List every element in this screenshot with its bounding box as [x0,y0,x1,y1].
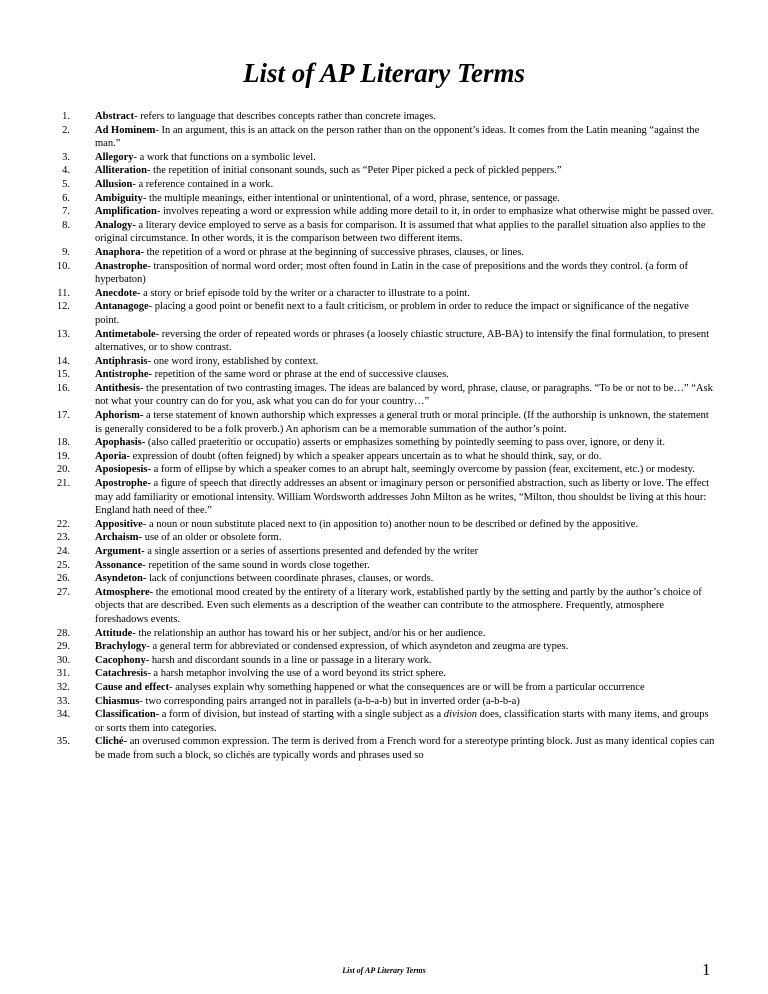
list-item [55,300,715,327]
term-name: Ad Hominem [95,124,156,136]
term-definition: a literary device employed to serve as a basis for comparison. It is assumed that what applies to the parallel situation also applies to the original circumstance. In other words, it is the comparison between two different items. [95,219,706,245]
list-item [55,178,715,192]
term-definition: - one word irony, established by context. [147,355,319,367]
term-definition: - placing a good point or benefit next to a fault criticism, or problem in order to reduce the impact or significance of the negative point. [95,301,689,326]
term-definition: - reversing the order of repeated words or phrases (a loosely chiastic structure, AB-BA) to intensify the final formulation, to present alternatives, or to show contrast. [95,328,710,354]
term-definition: a single assertion or a series of assertions presented and defended by the writer [144,546,479,557]
list-item [55,205,715,219]
term-name: Aphorism- [95,410,144,422]
term-definition: the repetition of a word or phrase at the beginning of successive phrases, clauses, or lines. [144,246,524,258]
term-name: Antimetabole [95,328,156,340]
term-name: Attitude [95,627,133,639]
term-definition: repetition of the same sound in words close together. [145,559,370,571]
item-number: 11. [57,287,70,299]
item-number: 20. [56,464,70,476]
term-name: Antithesis [95,382,140,394]
list-item [55,477,715,518]
list-item [55,355,715,369]
item-number: 19. [56,450,70,462]
term-definition: - harsh and discordant sounds in a line or passage in a literary work. [145,654,432,666]
term-definition: - the repetition of initial consonant sounds, such as “Peter Piper picked a peck of pickled peppers.” [146,165,562,177]
term-definition: use of an older or obsolete form. [142,532,282,544]
item-number: 6. [62,192,70,204]
term-definition: lack of conjunctions between coordinate phrases, clauses, or words. [146,573,434,585]
term-name: Alliteration [95,165,147,177]
list-item [55,695,715,709]
term-definition: - a noun or noun substitute placed next to (in apposition to) another noun to be described or defined by the appositive. [142,518,638,530]
list-item [55,246,715,260]
item-number: 1. [62,111,70,122]
item-number: 7. [62,206,70,218]
item-number: 12. [56,301,70,313]
list-item [55,219,715,246]
term-definition: - the emotional mood created by the entirety of a literary work, established partly by the setting and partly by the author’s choice of objects that are described. Even such elements as a description of the weather can contribute to the atmosphere. Frequently, atmosphere foreshadows events. [95,586,702,625]
term-name: Cacophony [95,654,146,666]
term-name: Anastrophe [95,260,148,272]
term-name: Antistrophe- [95,369,152,381]
list-item [55,382,715,409]
term-name: Asyndeton- [95,573,147,585]
list-item [55,164,715,178]
term-name: Cause and effect [95,681,170,693]
term-definition: (also called praeteritio or occupatio) asserts or emphasizes something by pointedly seeming to pass over, ignore, or deny it. [145,437,665,449]
item-number: 14. [56,355,70,367]
term-definition: an overused common expression. The term is derived from a French word for a stereotype printing block. Just as many identical copies can be made from such a block, so clichés are typically words and phrases used so [95,736,715,761]
term-name: Chiasmus [95,695,140,707]
page-number: 1 [702,960,711,979]
term-name: Antanagoge [95,301,149,313]
term-name: Ambiguity [95,192,143,204]
list-item [55,735,715,762]
term-definition-continued: does, classification starts with many items, and groups or sorts them into categories. [95,709,709,734]
term-definition: - a general term for abbreviated or condensed expression, of which asyndeton and zeugma are types. [146,641,569,653]
item-number: 22. [56,518,70,530]
item-number: 35. [56,736,70,748]
term-definition: - a work that functions on a symbolic level. [133,151,316,163]
term-definition: - In an argument, this is an attack on the person rather than on the opponent’s ideas. It comes from the Latin meaning “against the man.” [95,124,700,150]
item-number: 2. [62,124,70,136]
list-item [55,681,715,695]
term-name: Abstract [95,111,135,122]
term-definition: - transposition of normal word order; most often found in Latin in the case of prepositions and the words they control. (a form of hyperbaton) [95,260,688,286]
item-number: 8. [62,219,70,231]
term-name: Antiphrasis [95,355,148,367]
list-item [55,192,715,206]
item-number: 24. [56,546,70,557]
term-definition: a figure of speech that directly addresses an absent or imaginary person or personified abstraction, such as liberty or love. The effect may add familiarity or emotional intensity. William Wordsworth addresses John Milton as he writes, “Milton, thou shouldst be living at this hour: England hath need of thee.” [95,478,710,517]
item-number: 18. [56,437,70,449]
term-definition: a story or brief episode told by the writer or a character to illustrate to a point. [140,287,470,299]
item-number: 28. [56,627,70,639]
item-number: 5. [62,178,70,190]
term-definition: - a reference contained in a work. [132,178,274,190]
term-name: Allegory [95,151,134,163]
term-definition: - refers to language that describes concepts rather than concrete images. [134,111,436,122]
term-name: Apostrophe- [95,478,151,490]
item-number: 25. [56,559,70,571]
list-item [55,531,715,545]
term-name: Appositive [95,518,143,530]
list-item [55,124,715,151]
page-title: List of AP Literary Terms [243,58,525,88]
term-name: Catachresis [95,668,148,680]
term-name: Brachylogy [95,641,147,653]
item-number: 26. [56,573,70,585]
term-name: Analogy- [95,219,136,231]
list-item [55,368,715,382]
term-definition: repetition of the same word or phrase at the end of successive clauses. [151,369,449,381]
term-name: Argument- [95,546,145,557]
term-name: Allusion [95,178,133,190]
item-number: 23. [56,532,70,544]
list-item [55,559,715,573]
item-number: 16. [56,382,70,394]
definition-emphasis: division [443,709,478,721]
term-name: Assonance- [95,559,146,571]
item-number: 4. [62,165,70,177]
list-item [55,518,715,532]
list-item [55,667,715,681]
item-number: 9. [62,246,70,258]
list-item [55,654,715,668]
term-name: Classification- [95,709,160,721]
term-definition: - the relationship an author has toward his or her subject, and/or his or her audience. [132,627,486,639]
list-item [55,436,715,450]
list-item [55,640,715,654]
term-name: Atmosphere [95,586,150,598]
term-name: Anaphora- [95,246,145,258]
term-name: Cliché- [95,736,128,748]
list-item [55,627,715,641]
term-name: Aporia- [95,450,130,462]
term-definition: - analyses explain why something happened or what the consequences are or will be from a particular occurrence [169,681,645,693]
term-name: Anecdote- [95,287,141,299]
item-number: 3. [62,151,70,163]
item-number: 33. [56,695,70,707]
list-item [55,260,715,287]
list-item [55,586,715,627]
item-number: 29. [56,641,70,653]
item-number: 30. [56,654,70,666]
item-number: 27. [56,586,70,598]
item-number: 31. [56,668,70,680]
item-number: 10. [56,260,70,272]
list-item [55,463,715,477]
item-number: 15. [56,369,70,381]
item-number: 34. [56,709,70,721]
term-definition: a form of ellipse by which a speaker comes to an abrupt halt, seemingly overcome by passion (fear, excitement, etc.) or modesty. [151,464,695,476]
term-definition: expression of doubt (often feigned) by which a speaker appears uncertain as to what he should think, say, or do. [130,450,602,462]
terms-list [55,110,715,763]
term-definition: a terse statement of known authorship which expresses a general truth or moral principle. (If the authorship is unknown, the statement is generally considered to be a folk proverb.) An aphorism can be a memorable summation of the author’s point. [95,410,709,435]
list-item [55,545,715,559]
page-footer: List of AP Literary Terms [342,966,426,975]
list-item [55,409,715,436]
list-item [55,708,715,735]
list-item [55,287,715,301]
list-item [55,151,715,165]
term-name: Amplification [95,206,157,218]
list-item [55,450,715,464]
term-definition: a form of division, but instead of starting with a single subject as a [159,709,444,721]
term-definition: - the presentation of two contrasting images. The ideas are balanced by word, phrase, clause, or paragraphs. “To be or not to be…” “Ask not what your country can do for you, ask what you can do for your country…” [95,382,713,408]
item-number: 32. [56,681,70,693]
term-name: Apophasis- [95,437,146,449]
item-number: 21. [56,478,70,490]
list-item [55,572,715,586]
item-number: 13. [56,328,70,340]
item-number: 17. [56,410,70,422]
term-definition: - the multiple meanings, either intentional or unintentional, of a word, phrase, sentence, or passage. [142,192,560,204]
term-name: Aposiopesis- [95,464,152,476]
term-definition: - a harsh metaphor involving the use of a word beyond its strict sphere. [147,668,446,680]
term-definition: - involves repeating a word or expression while adding more detail to it, in order to emphasize what otherwise might be passed over. [156,206,714,218]
list-item [55,328,715,355]
list-item [55,110,715,124]
term-name: Archaism- [95,532,143,544]
term-definition: - two corresponding pairs arranged not in parallels (a-b-a-b) but in inverted order (a-b-b-a) [139,695,520,707]
